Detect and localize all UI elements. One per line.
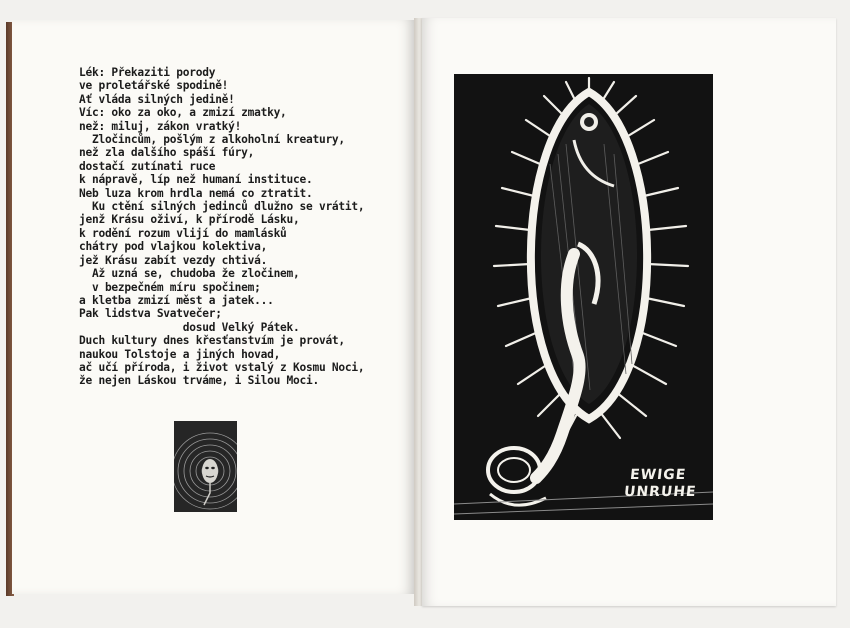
poem-line: k nápravě, líp než humaní instituce. (79, 173, 313, 187)
poem-line: Pak lidstva Svatvečer; (79, 307, 222, 321)
poem-line: naukou Tolstoje a jiných hovad, (79, 347, 281, 361)
poem-line: Lék: Překaziti porody (79, 66, 216, 79)
poem-line: dosud Velký Pátek. (79, 320, 300, 334)
poem-line: Neb luza krom hrdla nemá co ztratit. (79, 186, 313, 200)
poem-line: ač učí příroda, i život vstalý z Kosmu Noci, (79, 360, 365, 374)
poem-line: a kletba zmizí měst a jatek... (79, 293, 274, 307)
poem-line: dostačí zutínati ruce (79, 159, 216, 173)
poem-line: ve proletářské spodině! (79, 79, 229, 93)
woodcut-inscription-line2: UNRUHE (623, 484, 698, 500)
poem-line: než: miluj, zákon vratký! (79, 119, 242, 133)
poem-line: Zločincům, pošlým z alkoholní kreatury, (79, 133, 345, 147)
poem-line: v bezpečném míru spočinem; (79, 280, 261, 294)
poem-line: jež Krásu zabít vezdy chtivá. (79, 253, 268, 267)
poem-line: k rodění rozum vlijí do mamlásků (79, 226, 287, 240)
poem-line: Víc: oko za oko, a zmizí zmatky, (79, 106, 287, 120)
poem-line: že nejen Láskou trváme, i Silou Moci. (79, 374, 319, 388)
poem-line: Až uzná se, chudoba že zločinem, (79, 267, 300, 281)
poem-line: než zla dalšího spáší fúry, (79, 146, 255, 160)
poem-line: jenž Krásu oživí, k přírodě Lásku, (79, 213, 300, 227)
ewige-unruhe-woodcut-image (454, 74, 713, 520)
woodcut-inscription-line1: EWIGE (629, 467, 688, 483)
poem-line: chátry pod vlajkou kolektiva, (79, 240, 268, 254)
poem-line: Duch kultury dnes křesťanstvím je provát, (79, 334, 345, 348)
poem-text (79, 66, 379, 388)
poem-line: Ať vláda silných jedině! (79, 92, 235, 106)
mask-vignette-image (174, 421, 237, 512)
poem-line: Ku ctění silných jedinců dlužno se vrátit, (79, 200, 365, 214)
